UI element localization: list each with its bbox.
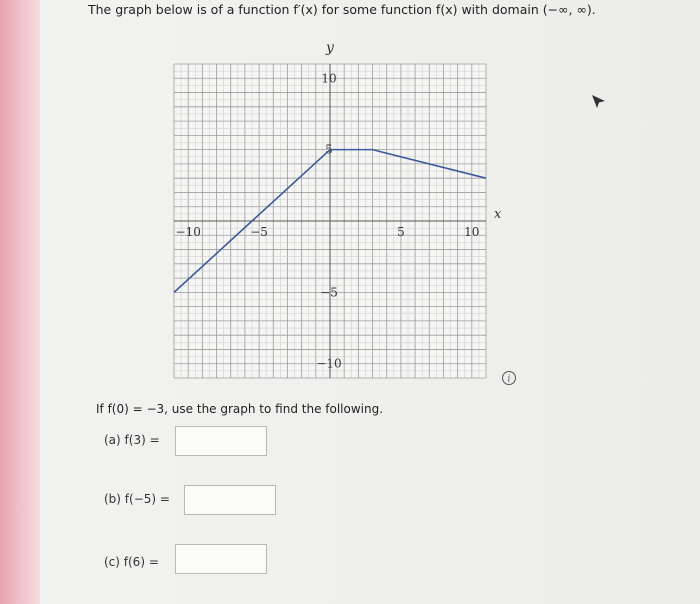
y-tick-label: 10	[321, 71, 337, 86]
part-c-label: (c) f(6) =	[104, 555, 159, 569]
y-axis-label: y	[326, 40, 334, 56]
y-tick-label: −5	[320, 285, 338, 300]
left-margin-band	[0, 0, 40, 604]
part-c-answer-input[interactable]	[175, 544, 267, 574]
part-b-answer-input[interactable]	[184, 485, 276, 515]
x-axis-label: x	[494, 207, 502, 222]
part-b-label: (b) f(−5) =	[104, 492, 170, 506]
x-tick-label: −10	[175, 225, 201, 239]
derivative-graph	[158, 32, 502, 382]
info-icon[interactable]	[501, 370, 517, 386]
part-a-answer-input[interactable]	[175, 426, 267, 456]
x-tick-label: 10	[464, 225, 480, 239]
part-a-label: (a) f(3) =	[104, 433, 160, 447]
x-tick-label: 5	[397, 225, 405, 239]
question-text: The graph below is of a function f′(x) for some function f(x) with domain (−∞, ∞).	[88, 2, 596, 17]
svg-text:i: i	[507, 374, 511, 385]
prompt-text: If f(0) = −3, use the graph to find the following.	[96, 402, 384, 416]
x-tick-label: −5	[250, 225, 268, 239]
cursor-arrow-icon	[590, 92, 608, 110]
y-tick-label: 5	[325, 142, 333, 157]
y-tick-label: −10	[316, 356, 342, 371]
